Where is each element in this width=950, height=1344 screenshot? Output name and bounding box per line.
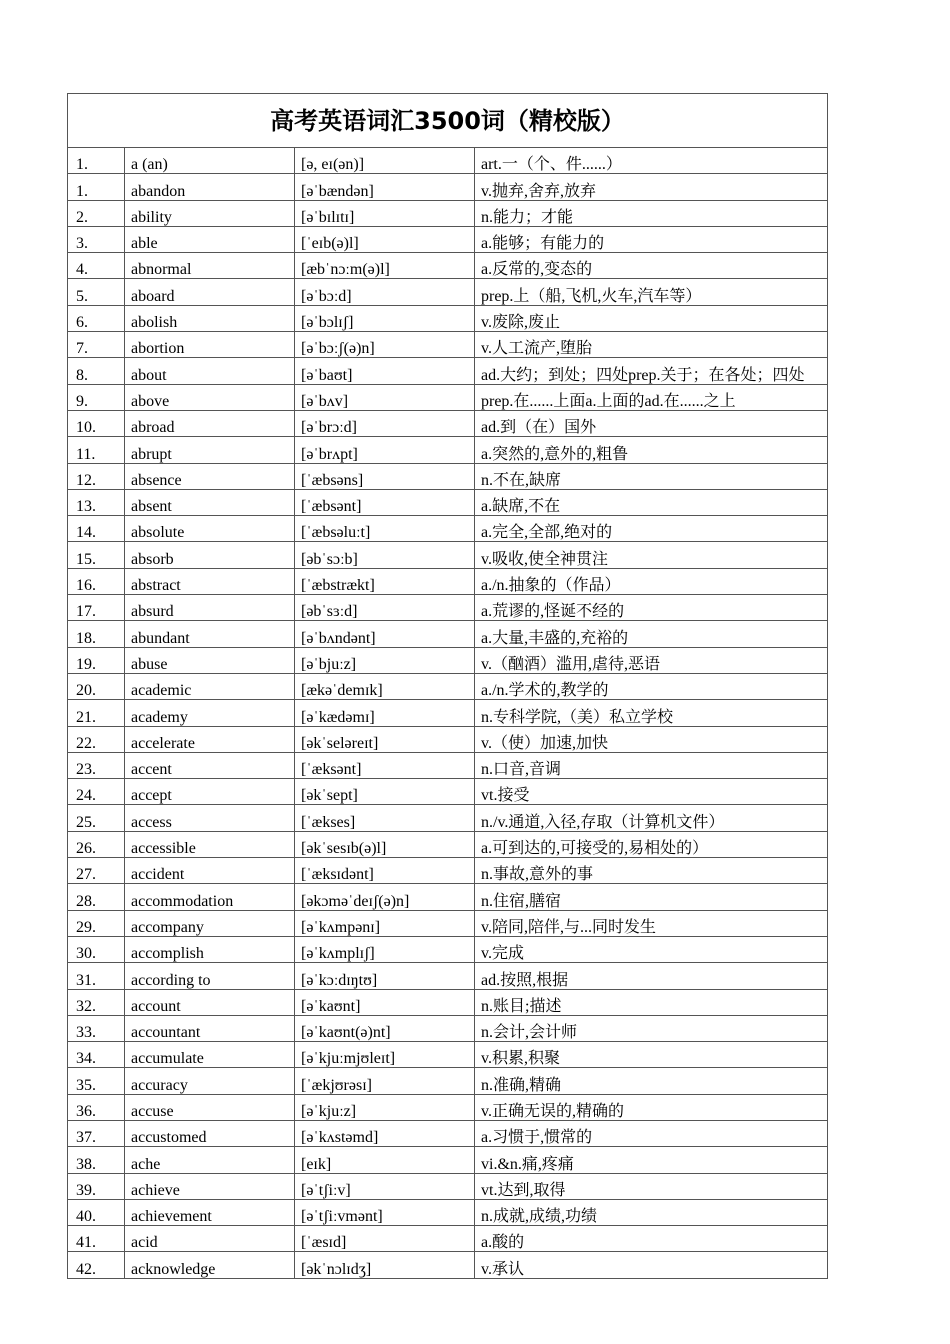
table-row [68,226,828,252]
entry-phonetic: [əˈbændən] [295,174,475,200]
entry-phonetic: [əˈkʌmplɪʃ] [295,936,475,962]
table-row [68,1252,828,1278]
table-row [68,305,828,331]
entry-number: 30. [68,936,125,962]
table-row [68,1094,828,1120]
entry-phonetic: [əˈkjuːz] [295,1094,475,1120]
entry-word: accept [125,779,295,805]
entry-meaning: v.陪同,陪伴,与...同时发生 [475,910,828,936]
entry-phonetic: [æbˈnɔːm(ə)l] [295,253,475,279]
entry-meaning: prep.上（船,飞机,火车,汽车等） [475,279,828,305]
entry-meaning: v.人工流产,堕胎 [475,332,828,358]
table-row [68,1068,828,1094]
entry-meaning: a.反常的,变态的 [475,253,828,279]
entry-meaning: ad.到（在）国外 [475,410,828,436]
entry-meaning: prep.在......上面a.上面的ad.在......之上 [475,384,828,410]
vocabulary-table-body [68,94,828,1279]
entry-number: 34. [68,1042,125,1068]
table-row [68,647,828,673]
entry-phonetic: [əˈbɔlɪʃ] [295,305,475,331]
entry-meaning: n.能力；才能 [475,200,828,226]
entry-word: accuse [125,1094,295,1120]
title-row [68,94,828,148]
entry-meaning: v.正确无误的,精确的 [475,1094,828,1120]
entry-word: accelerate [125,726,295,752]
entry-word: abuse [125,647,295,673]
entry-phonetic: [ˈæksənt] [295,752,475,778]
entry-phonetic: [ˈæksɪdənt] [295,858,475,884]
entry-word: absorb [125,542,295,568]
entry-meaning: vi.&n.痛,疼痛 [475,1147,828,1173]
entry-number: 35. [68,1068,125,1094]
entry-phonetic: [əˈkjuːmjʊleɪt] [295,1042,475,1068]
table-row [68,463,828,489]
entry-word: ache [125,1147,295,1173]
table-row [68,568,828,594]
entry-meaning: n.住宿,膳宿 [475,884,828,910]
entry-phonetic: [eɪk] [295,1147,475,1173]
table-row [68,1173,828,1199]
entry-meaning: a.荒谬的,怪诞不经的 [475,595,828,621]
entry-number: 11. [68,437,125,463]
entry-phonetic: [ˈæsɪd] [295,1226,475,1252]
entry-number: 20. [68,673,125,699]
entry-phonetic: [əˈkɔːdɪŋtʊ] [295,963,475,989]
entry-meaning: n.不在,缺席 [475,463,828,489]
entry-meaning: vt.接受 [475,779,828,805]
table-row [68,752,828,778]
entry-word: accent [125,752,295,778]
entry-phonetic: [əˈbʌv] [295,384,475,410]
table-row [68,1120,828,1146]
entry-meaning: v.抛弃,舍弃,放弃 [475,174,828,200]
entry-phonetic: [əˈkʌstəmd] [295,1120,475,1146]
table-row [68,673,828,699]
entry-word: able [125,226,295,252]
entry-phonetic: [əkˈnɔlɪdʒ] [295,1252,475,1278]
entry-number: 19. [68,647,125,673]
entry-phonetic: [ˈæbstrækt] [295,568,475,594]
entry-number: 23. [68,752,125,778]
table-row [68,253,828,279]
entry-phonetic: [əbˈsɜːd] [295,595,475,621]
entry-meaning: a.完全,全部,绝对的 [475,516,828,542]
entry-phonetic: [əˈbɔːd] [295,279,475,305]
entry-meaning: n.事故,意外的事 [475,858,828,884]
entry-word: according to [125,963,295,989]
entry-meaning: a.酸的 [475,1226,828,1252]
entry-word: achieve [125,1173,295,1199]
entry-meaning: v.（酗酒）滥用,虐待,恶语 [475,647,828,673]
table-row [68,595,828,621]
table-row [68,384,828,410]
entry-word: accustomed [125,1120,295,1146]
entry-meaning: n.准确,精确 [475,1068,828,1094]
table-row [68,936,828,962]
entry-word: abandon [125,174,295,200]
entry-number: 21. [68,700,125,726]
table-row [68,332,828,358]
table-row [68,1226,828,1252]
entry-phonetic: [ækəˈdemɪk] [295,673,475,699]
table-row [68,516,828,542]
table-row [68,358,828,384]
entry-meaning: v.废除,废止 [475,305,828,331]
table-row [68,1147,828,1173]
entry-meaning: v.（使）加速,加快 [475,726,828,752]
table-row [68,1199,828,1225]
entry-phonetic: [əkˈseləreɪt] [295,726,475,752]
entry-meaning: n.账目;描述 [475,989,828,1015]
entry-meaning: vt.达到,取得 [475,1173,828,1199]
table-row [68,1015,828,1041]
entry-meaning: ad.大约；到处；四处prep.关于；在各处；四处 [475,358,828,384]
entry-meaning: v.吸收,使全神贯注 [475,542,828,568]
entry-meaning: ad.按照,根据 [475,963,828,989]
entry-meaning: n.成就,成绩,功绩 [475,1199,828,1225]
table-row [68,726,828,752]
entry-number: 1. [68,174,125,200]
entry-number: 7. [68,332,125,358]
entry-phonetic: [ˈæbsəns] [295,463,475,489]
entry-number: 42. [68,1252,125,1278]
entry-word: achievement [125,1199,295,1225]
entry-phonetic: [əkɔməˈdeɪʃ(ə)n] [295,884,475,910]
entry-number: 32. [68,989,125,1015]
entry-phonetic: [əˈtʃiːvmənt] [295,1199,475,1225]
entry-number: 38. [68,1147,125,1173]
entry-word: abnormal [125,253,295,279]
entry-word: abroad [125,410,295,436]
entry-number: 25. [68,805,125,831]
entry-phonetic: [əkˈsesɪb(ə)l] [295,831,475,857]
entry-meaning: a.突然的,意外的,粗鲁 [475,437,828,463]
entry-word: absurd [125,595,295,621]
entry-meaning: n.口音,音调 [475,752,828,778]
table-row [68,279,828,305]
table-row [68,963,828,989]
entry-meaning: v.完成 [475,936,828,962]
entry-phonetic: [ˈæbsəluːt] [295,516,475,542]
entry-word: account [125,989,295,1015]
entry-word: accompany [125,910,295,936]
entry-word: accommodation [125,884,295,910]
table-row [68,779,828,805]
entry-word: above [125,384,295,410]
entry-word: abolish [125,305,295,331]
entry-meaning: a./n.学术的,教学的 [475,673,828,699]
entry-number: 41. [68,1226,125,1252]
table-row [68,621,828,647]
entry-word: accessible [125,831,295,857]
entry-phonetic: [ˈæbsənt] [295,489,475,515]
table-row [68,700,828,726]
entry-phonetic: [əˈkaʊnt] [295,989,475,1015]
entry-word: abstract [125,568,295,594]
entry-number: 8. [68,358,125,384]
entry-word: acid [125,1226,295,1252]
entry-word: acknowledge [125,1252,295,1278]
table-row [68,148,828,174]
entry-word: academy [125,700,295,726]
table-row [68,858,828,884]
entry-number: 13. [68,489,125,515]
entry-phonetic: [əˈbrɔːd] [295,410,475,436]
entry-number: 28. [68,884,125,910]
entry-word: accumulate [125,1042,295,1068]
entry-word: ability [125,200,295,226]
entry-meaning: v.积累,积聚 [475,1042,828,1068]
entry-number: 18. [68,621,125,647]
entry-word: accuracy [125,1068,295,1094]
entry-number: 4. [68,253,125,279]
entry-meaning: a.能够；有能力的 [475,226,828,252]
entry-word: about [125,358,295,384]
entry-number: 40. [68,1199,125,1225]
entry-number: 29. [68,910,125,936]
entry-number: 10. [68,410,125,436]
entry-meaning: n.专科学院,（美）私立学校 [475,700,828,726]
entry-meaning: a.大量,丰盛的,充裕的 [475,621,828,647]
entry-phonetic: [əˈbɔːʃ(ə)n] [295,332,475,358]
entry-phonetic: [əˈbrʌpt] [295,437,475,463]
entry-word: abundant [125,621,295,647]
entry-word: abortion [125,332,295,358]
entry-number: 15. [68,542,125,568]
entry-meaning: art.一（个、件......） [475,148,828,174]
entry-phonetic: [əbˈsɔːb] [295,542,475,568]
entry-phonetic: [əˈkædəmɪ] [295,700,475,726]
entry-number: 33. [68,1015,125,1041]
entry-number: 26. [68,831,125,857]
table-row [68,200,828,226]
entry-meaning: a./n.抽象的（作品） [475,568,828,594]
entry-meaning: n.会计,会计师 [475,1015,828,1041]
entry-phonetic: [ˈækses] [295,805,475,831]
entry-meaning: v.承认 [475,1252,828,1278]
entry-number: 3. [68,226,125,252]
document-title: 高考英语词汇3500词（精校版） [68,94,828,148]
entry-phonetic: [əˈtʃiːv] [295,1173,475,1199]
entry-phonetic: [əkˈsept] [295,779,475,805]
entry-meaning: a.习惯于,惯常的 [475,1120,828,1146]
entry-word: accomplish [125,936,295,962]
entry-number: 36. [68,1094,125,1120]
entry-number: 5. [68,279,125,305]
entry-word: accountant [125,1015,295,1041]
entry-meaning: n./v.通道,入径,存取（计算机文件） [475,805,828,831]
entry-word: aboard [125,279,295,305]
table-row [68,910,828,936]
entry-word: access [125,805,295,831]
table-row [68,805,828,831]
entry-number: 17. [68,595,125,621]
entry-meaning: a.缺席,不在 [475,489,828,515]
entry-number: 2. [68,200,125,226]
entry-number: 16. [68,568,125,594]
entry-word: absolute [125,516,295,542]
table-row [68,542,828,568]
entry-phonetic: [əˈbʌndənt] [295,621,475,647]
entry-phonetic: [ˈeɪb(ə)l] [295,226,475,252]
entry-phonetic: [əˈkaʊnt(ə)nt] [295,1015,475,1041]
entry-number: 24. [68,779,125,805]
entry-number: 31. [68,963,125,989]
entry-number: 39. [68,1173,125,1199]
entry-phonetic: [əˈkʌmpənɪ] [295,910,475,936]
entry-number: 1. [68,148,125,174]
vocabulary-table [67,93,828,1279]
entry-phonetic: [əˈbɪlɪtɪ] [295,200,475,226]
entry-phonetic: [ə, eɪ(ən)] [295,148,475,174]
entry-phonetic: [əˈbaʊt] [295,358,475,384]
entry-word: accident [125,858,295,884]
entry-word: academic [125,673,295,699]
entry-phonetic: [əˈbjuːz] [295,647,475,673]
table-row [68,989,828,1015]
entry-number: 6. [68,305,125,331]
entry-number: 14. [68,516,125,542]
entry-word: absence [125,463,295,489]
table-row [68,489,828,515]
entry-meaning: a.可到达的,可接受的,易相处的） [475,831,828,857]
table-row [68,1042,828,1068]
entry-phonetic: [ˈækjʊrəsɪ] [295,1068,475,1094]
table-row [68,174,828,200]
table-row [68,831,828,857]
entry-word: absent [125,489,295,515]
entry-number: 12. [68,463,125,489]
entry-number: 27. [68,858,125,884]
entry-number: 22. [68,726,125,752]
table-row [68,884,828,910]
entry-number: 37. [68,1120,125,1146]
table-row [68,437,828,463]
table-row [68,410,828,436]
entry-word: a (an) [125,148,295,174]
entry-word: abrupt [125,437,295,463]
entry-number: 9. [68,384,125,410]
